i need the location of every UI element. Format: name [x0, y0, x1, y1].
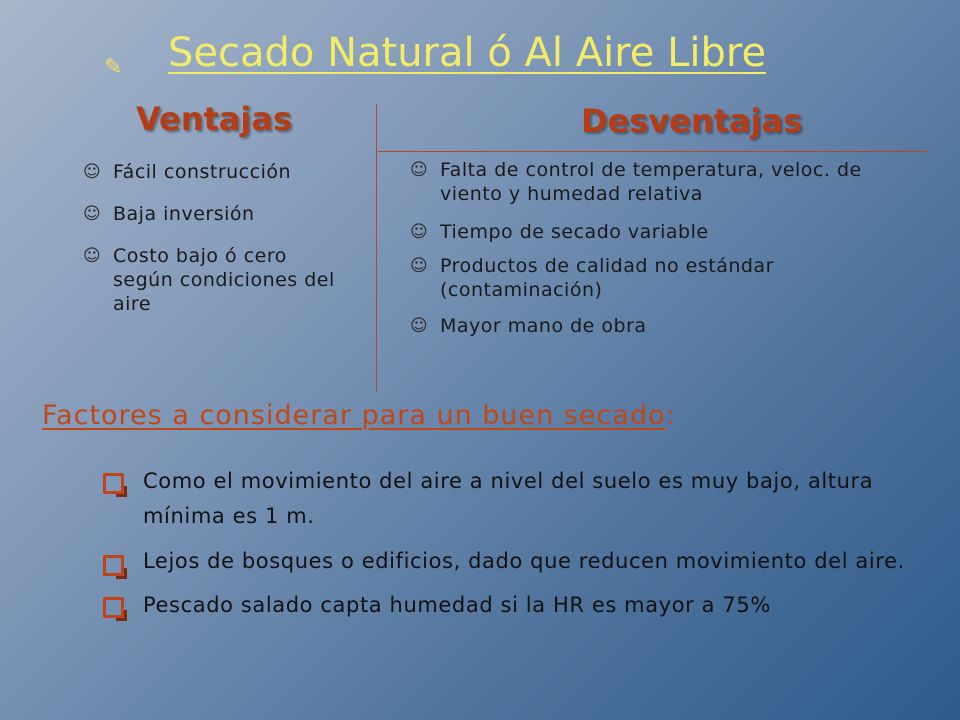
smiley-icon: ☺	[83, 162, 102, 182]
desventajas-list	[410, 158, 920, 338]
factors-heading-text: Factores a considerar para un buen secado	[42, 400, 666, 431]
shadow-box-icon	[103, 555, 124, 576]
list-item-text: Costo bajo ó cero según condiciones del aire	[113, 245, 335, 315]
factors-list	[143, 464, 933, 623]
factors-heading-colon: :	[665, 400, 676, 431]
list-item	[143, 546, 933, 576]
list-item-text: Productos de calidad no estándar (contaminación)	[440, 255, 774, 301]
list-item-text: Tiempo de secado variable	[440, 221, 709, 243]
factors-heading	[42, 400, 676, 431]
header-rule	[378, 151, 928, 152]
list-item-text: Fácil construcción	[113, 161, 292, 183]
list-item-text: Baja inversión	[113, 203, 255, 225]
list-item-text: Pescado salado capta humedad si la HR es mayor a 75%	[143, 593, 771, 617]
column-divider	[376, 104, 377, 392]
list-item	[83, 160, 353, 184]
smiley-icon: ☺	[410, 222, 429, 242]
smiley-icon: ☺	[410, 316, 429, 336]
list-item-text: Falta de control de temperatura, veloc. de viento y humedad relativa	[440, 159, 862, 205]
list-item	[143, 464, 933, 534]
shadow-box-icon	[103, 597, 124, 618]
smiley-icon: ☺	[83, 204, 102, 224]
smiley-icon: ☺	[410, 256, 429, 276]
ventajas-list	[83, 160, 353, 316]
slide-title: Secado Natural ó Al Aire Libre	[168, 30, 767, 76]
smiley-icon: ☺	[410, 160, 429, 180]
list-item-text: Mayor mano de obra	[440, 315, 647, 337]
smiley-icon: ☺	[83, 246, 102, 266]
ventajas-heading: Ventajas	[136, 100, 292, 138]
list-item	[410, 254, 920, 302]
shadow-box-icon	[103, 473, 124, 494]
list-item	[410, 314, 920, 338]
desventajas-heading: Desventajas	[581, 102, 803, 140]
pencil-icon: ✎	[104, 55, 123, 80]
list-item	[410, 158, 920, 206]
list-item	[410, 220, 920, 244]
list-item	[83, 244, 353, 316]
list-item-text: Lejos de bosques o edificios, dado que reducen movimiento del aire.	[143, 549, 905, 573]
list-item	[83, 202, 353, 226]
list-item-text: Como el movimiento del aire a nivel del suelo es muy bajo, altura mínima es 1 m.	[143, 469, 874, 528]
list-item	[143, 588, 933, 623]
